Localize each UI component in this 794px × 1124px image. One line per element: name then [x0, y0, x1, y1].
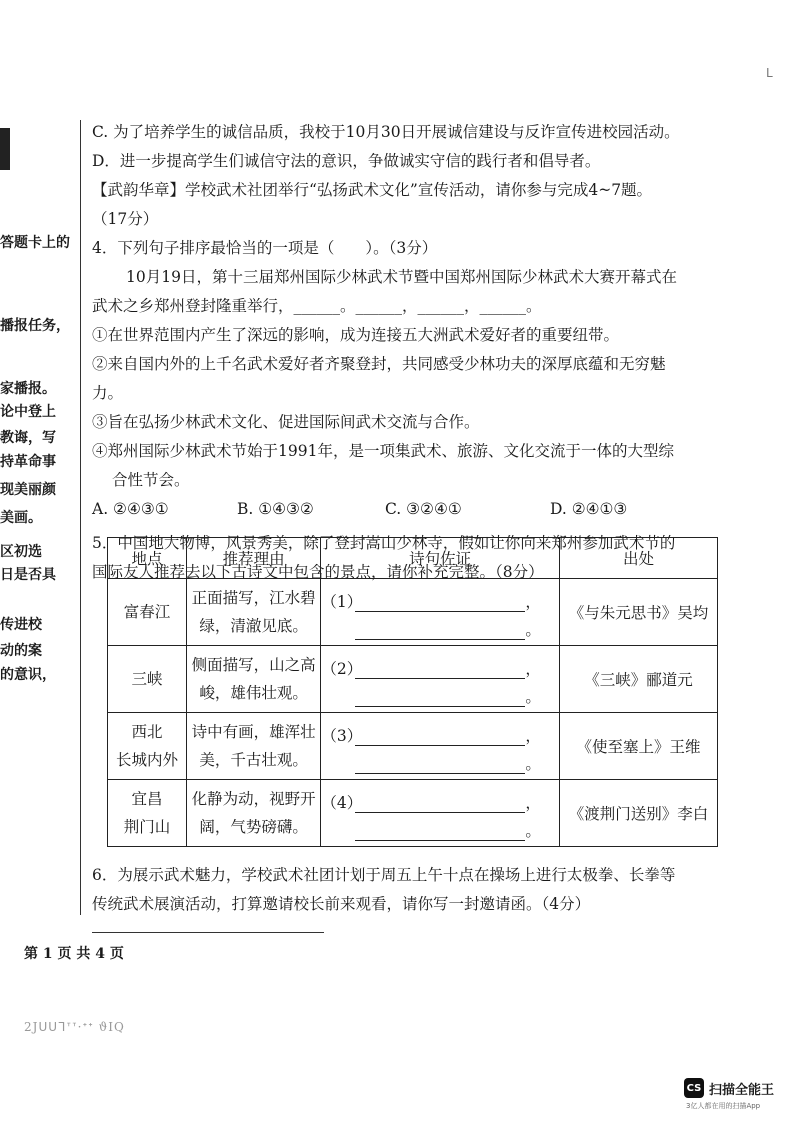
blank-number: （4）	[321, 794, 363, 812]
margin-fragment: 传进校	[0, 617, 42, 633]
source-cell: 《使至塞上》王维	[560, 713, 718, 780]
option-c-line: C. 为了培养学生的诚信品质，我校于10月30日开展诚信建设与反诈宣传进校园活动。	[92, 123, 680, 141]
header-verse: 诗句佐证	[321, 538, 560, 579]
table-row	[108, 713, 718, 780]
q4-passage: 10月19日，第十三届郑州国际少林武术节暨中国郑州国际少林武术大赛开幕式在	[126, 268, 677, 286]
blank-number: （2）	[321, 660, 363, 678]
question-5-cont: 国际友人推荐去以下古诗文中包含的景点，请你补充完整。（8分）	[92, 563, 544, 581]
margin-fragment: 持革命事	[0, 454, 56, 470]
table-row	[108, 780, 718, 847]
verse-blank-1[interactable]	[355, 593, 525, 612]
sentence-3: ③旨在弘扬少林武术文化、促进国际间武术交流与合作。	[92, 413, 480, 431]
poetry-table	[107, 537, 718, 847]
question-body	[92, 118, 732, 587]
place-cell	[108, 579, 187, 646]
question-4: 4．下列句子排序最恰当的一项是（ ）。（3分）	[92, 239, 438, 257]
option-b: B. ①④③②	[237, 500, 314, 518]
option-d: D. ②④①③	[550, 500, 628, 518]
margin-fragment: 日是否具	[0, 567, 56, 583]
scan-residue: 2Jᑌᑌᒣᐪᐪ·ᐩᐩ ϑIQ	[24, 1020, 125, 1034]
verse-blank-2[interactable]	[355, 621, 525, 640]
verse-blank-1[interactable]	[355, 794, 525, 813]
question-6: 6．为展示武术魅力，学校武术社团计划于周五上午十点在操场上进行太极拳、长拳等	[92, 866, 676, 884]
place-name: 富春江	[123, 603, 171, 621]
source-cell: 《三峡》郦道元	[560, 646, 718, 713]
margin-divider	[80, 120, 81, 915]
reason-cell	[186, 646, 320, 713]
section-intro: 【武韵华章】学校武术社团举行“弘扬武术文化”宣传活动，请你参与完成4~7题。	[92, 181, 653, 199]
page-number: 第 1 页 共 4 页	[24, 946, 124, 962]
reason-text: 诗中有画，雄浑壮	[191, 723, 316, 741]
margin-black-bar	[0, 128, 10, 170]
place-name-2: 荆门山	[123, 818, 171, 836]
place-name: 宜昌	[131, 790, 163, 808]
sentence-1: ①在世界范围内产生了深远的影响，成为连接五大洲武术爱好者的重要纽带。	[92, 326, 620, 344]
header-source: 出处	[560, 538, 718, 579]
place-cell	[108, 646, 187, 713]
question-5: 5．中国地大物博，风景秀美，除了登封嵩山少林寺，假如让你向来郑州参加武术节的	[92, 534, 676, 552]
margin-fragment: 动的案	[0, 643, 42, 659]
option-d-line: D．进一步提高学生们诚信守法的意识，争做诚实守信的践行者和倡导者。	[92, 152, 601, 170]
reason-text: 阔，气势磅礴。	[199, 818, 308, 836]
option-c: C. ③②④①	[385, 500, 462, 518]
footer-rule	[92, 932, 324, 933]
header-reason: 推荐理由	[186, 538, 320, 579]
question-6-block	[92, 861, 732, 919]
logo-subtitle: 3亿人都在用的扫描App	[686, 1102, 761, 1110]
q4-options	[92, 495, 732, 524]
cs-logo-icon: CS	[684, 1078, 704, 1098]
blank-number: （1）	[321, 593, 363, 611]
blank-punct: 。	[525, 688, 541, 706]
reason-cell	[186, 579, 320, 646]
margin-fragment: 美画。	[0, 510, 42, 526]
margin-fragment: 现美丽颜	[0, 482, 56, 498]
option-a: A. ②④③①	[92, 500, 169, 518]
header-place: 地点	[108, 538, 187, 579]
reason-cell	[186, 780, 320, 847]
place-name-2: 长城内外	[115, 751, 178, 769]
reason-cell	[186, 713, 320, 780]
corner-scan-mark: ᒪ	[766, 66, 773, 80]
q4-passage-blanks: 武术之乡郑州登封隆重举行，______。______，______，______。	[92, 297, 542, 315]
place-cell	[108, 780, 187, 847]
reason-text: 正面描写，江水碧	[191, 589, 316, 607]
sentence-2-cont: 力。	[92, 384, 124, 402]
question-6-cont: 传统武术展演活动，打算邀请校长前来观看，请你写一封邀请函。（4分）	[92, 895, 591, 913]
reason-text: 美，千古壮观。	[199, 751, 308, 769]
verse-cell	[321, 713, 560, 780]
verse-cell	[321, 780, 560, 847]
source-cell: 《渡荆门送别》李白	[560, 780, 718, 847]
blank-punct: ，	[525, 660, 541, 678]
blank-punct: 。	[525, 755, 541, 773]
blank-number: （3）	[321, 727, 363, 745]
verse-cell	[321, 579, 560, 646]
sentence-2: ②来自国内外的上千名武术爱好者齐聚登封，共同感受少林功夫的深厚底蕴和无穷魅	[92, 355, 666, 373]
margin-fragment: 教诲，写	[0, 430, 56, 446]
sentence-4: ④郑州国际少林武术节始于1991年，是一项集武术、旅游、文化交流于一体的大型综	[92, 442, 674, 460]
reason-text: 侧面描写，山之高	[191, 656, 316, 674]
verse-blank-2[interactable]	[355, 688, 525, 707]
verse-blank-2[interactable]	[355, 822, 525, 841]
reason-text: 绿，清澈见底。	[199, 617, 308, 635]
sentence-4-cont: 合性节会。	[112, 471, 190, 489]
blank-punct: 。	[525, 822, 541, 840]
place-name: 西北	[131, 723, 163, 741]
margin-fragment: 家播报。	[0, 381, 56, 397]
place-name: 三峡	[131, 670, 163, 688]
verse-blank-1[interactable]	[355, 660, 525, 679]
reason-text: 化静为动，视野开	[191, 790, 316, 808]
blank-punct: ，	[525, 593, 541, 611]
verse-cell	[321, 646, 560, 713]
blank-punct: 。	[525, 621, 541, 639]
blank-punct: ，	[525, 794, 541, 812]
verse-blank-1[interactable]	[355, 727, 525, 746]
blank-punct: ，	[525, 727, 541, 745]
logo-text: 扫描全能王	[709, 1082, 775, 1098]
table-row	[108, 646, 718, 713]
section-score: （17分）	[92, 210, 159, 228]
margin-fragment: 的意识，	[0, 667, 56, 683]
margin-fragment: 播报任务，	[0, 318, 70, 334]
source-cell: 《与朱元思书》吴均	[560, 579, 718, 646]
place-cell	[108, 713, 187, 780]
table-row	[108, 579, 718, 646]
margin-fragment: 区初选	[0, 544, 42, 560]
reason-text: 峻，雄伟壮观。	[199, 684, 308, 702]
margin-fragment: 答题卡上的	[0, 235, 70, 251]
scanner-logo	[684, 1078, 774, 1098]
table-header-row	[108, 538, 718, 579]
margin-fragment: 论中登上	[0, 404, 56, 420]
verse-blank-2[interactable]	[355, 755, 525, 774]
